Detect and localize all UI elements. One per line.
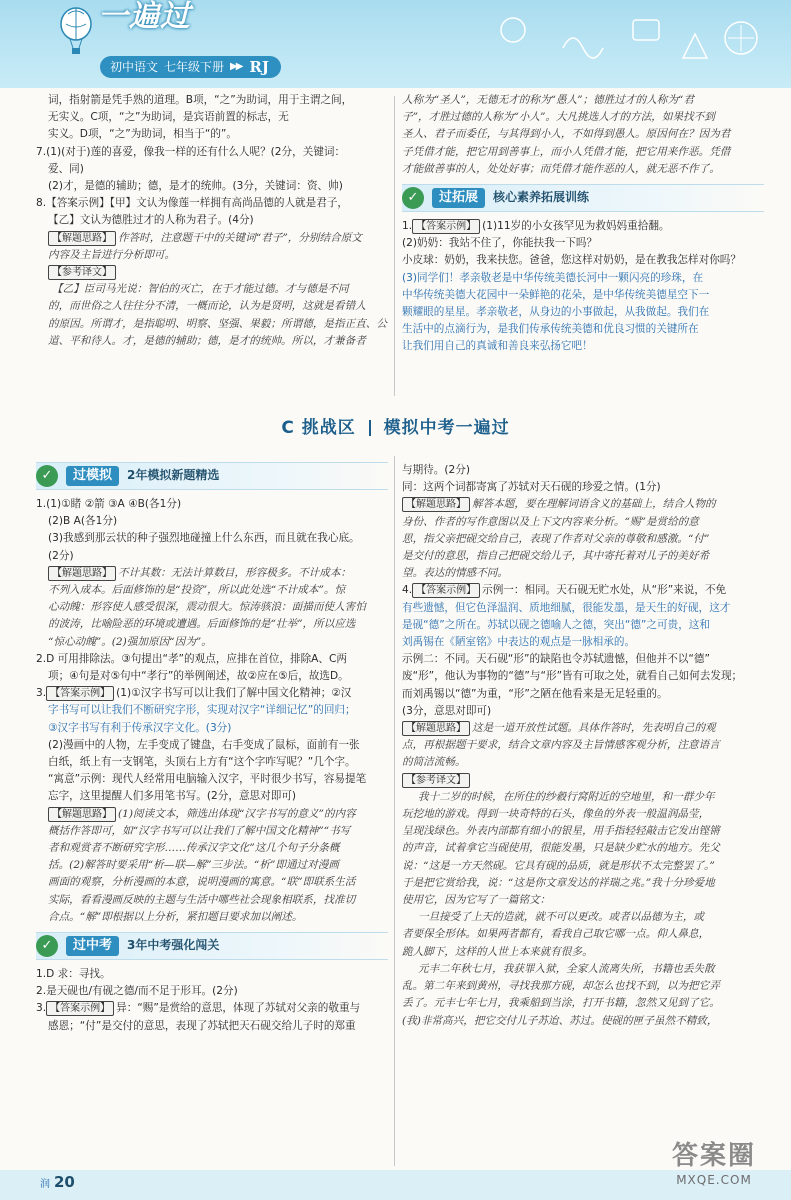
answer-z4-b: 示例二：不同。天石砚“形”的缺陷也令苏轼遗憾，但他并不以“德”	[402, 653, 710, 666]
section-pill: 过模拟	[66, 466, 119, 486]
answer-z3-a: 异：“赐”是赏给的意思，体现了苏轼对父亲的敬重与	[116, 1002, 361, 1015]
checkmark-icon: ✓	[36, 465, 58, 487]
column-divider	[394, 96, 395, 396]
think-text: 解答本题，要在理解词语含义的基础上，结合人物的	[472, 498, 716, 511]
think-label: 【解题思路】	[48, 566, 116, 581]
answer-q8-a: 【甲】文认为像莲一样拥有高尚品德的人就是君子，	[109, 197, 349, 210]
answer-z3: 3. 【答案示例】 异：“赐”是赏给的意思，体现了苏轼对父亲的敬重与	[36, 1002, 361, 1015]
think-text: 括。(2)解答时要采用“析—联—解”三步法。“析”即通过对漫画	[48, 859, 339, 872]
section-pill: 过中考	[66, 936, 119, 956]
right-top-column	[402, 92, 764, 356]
answer-z1: 1.D 求：寻找。	[36, 968, 111, 981]
answer-z3-same: 同：这两个词都寄寓了苏轼对天石砚的珍爱之情。(1分)	[402, 481, 661, 494]
think-label: 【解题思路】	[402, 497, 470, 512]
section-subtitle: 2年模拟新题精选	[127, 468, 220, 483]
answer-q8-b: 【乙】文认为德胜过才的人称为君子。(4分)	[48, 214, 254, 227]
right-bottom-column	[402, 462, 764, 1030]
answer-z4-b: 而刘禹锡以“德”为重，“形”之陋在他看来是无足轻重的。	[402, 687, 668, 700]
section-pill: 过拓展	[432, 188, 485, 208]
section-subtitle: 核心素养拓展训练	[493, 190, 590, 205]
section-header-expand	[402, 184, 764, 212]
answer-q7-2: (2)才，是德的辅助；德，是才的统帅。(3分，关键词：资、帅)	[48, 180, 343, 193]
left-top-column	[36, 92, 388, 350]
section-letter: C	[281, 418, 295, 438]
translation-line: 元丰二年秋七月，我获罪入狱，全家人流离失所，书籍也丢失散	[418, 962, 715, 975]
translation-line: 我十二岁的时候，在所住的纱縠行窝附近的空地里，和一群少年	[418, 790, 715, 803]
translation-label-row	[402, 772, 764, 789]
section-header-zhongkao	[36, 932, 388, 960]
translation-line: 说：“这是一方天然砚。它具有砚的品质，就是形状不太完整罢了。”	[402, 859, 715, 872]
think-text: 心动魄：形容使人感受很深，震动很大。惊涛骇浪：面描而使人害怕	[48, 601, 366, 614]
page-number-value: 20	[54, 1173, 75, 1191]
answer-s1-2: (2)B A(各1分)	[48, 515, 118, 528]
think-text: 作答时，注意题干中的关键词“君子”，分别结合原文	[118, 231, 362, 244]
checkmark-icon: ✓	[36, 935, 58, 957]
translation-line: (我)非常高兴，把它交付儿子苏迨、苏过。使砚的匣子虽然不精致，	[402, 1014, 718, 1027]
text-line: 实义。D项，“之”为助词，相当于“的”。	[48, 128, 238, 141]
translation-line: 跪人脚下，这样的人世上本来就有很多。	[402, 945, 593, 958]
answer-z3-b: 感恩；“付”是交付的意思，表现了苏轼把天石砚交给儿子时的郑重	[48, 1019, 356, 1032]
translation-line: 乱。第二年来到黄州，寻找我那方砚，却怎么也找不到，以为把它弄	[402, 980, 720, 993]
translation-line: 才能做善事的人，处处好事；而凭借才能作恶的人，就无恶不作了。	[402, 162, 720, 175]
answer-q7-1: 7.(1)(对于)莲的喜爱，像我一样的还有什么人呢？(2分，关键词：	[36, 145, 346, 158]
edition-label: RJ	[249, 58, 269, 76]
think-text: 身份、作者的写作意图以及上下文内容来分析。“赐”是赏给的意	[402, 515, 699, 528]
subject-label: 初中语文	[110, 60, 159, 74]
translation-line: 丢了。元丰七年七月，我乘船到当涂，打开书籍，忽然又见到了它。	[402, 997, 720, 1010]
watermark-site: MXQE.COM	[676, 1173, 752, 1187]
think-z4	[402, 720, 764, 737]
balloon-icon	[56, 6, 96, 56]
answer-e1-1: (1)11岁的小女孩罕见为救妈妈重拾翻。	[482, 220, 670, 233]
think-text: 内容及主旨进行分析即可。	[48, 248, 176, 261]
page-header	[0, 0, 791, 88]
section-header-simulate	[36, 462, 388, 490]
translation-line: 呈现浅绿色。外表内部都有细小的银星，用手指轻轻敲击它发出铿锵	[402, 825, 720, 838]
answer-example-label: 【答案示例】	[412, 219, 480, 234]
answer-e1-3: 小皮球：奶奶，我来扶您。爸爸，您这样对奶奶，是在教我怎样对你吗？	[402, 254, 741, 267]
think-text: 合点。“解”即根据以上分析，紧扣题目要求加以阐述。	[48, 910, 303, 923]
answer-q7-1-cont: 爱、同)	[48, 162, 84, 175]
section-title-a: 挑战区	[301, 418, 356, 438]
think-label: 【解题思路】	[402, 721, 470, 736]
subject-banner	[100, 56, 281, 78]
answer-e1-4: 生活中的点滴行为，是我们传承传统美德和优良习惯的关键所在	[402, 323, 699, 336]
translation-line: 玩挖地的游戏。得到一块奇特的石头，像鱼的外表一般温润晶莹，	[402, 808, 710, 821]
answer-z2: 2.是天砚也/有砚之德/而不足于形耳。(2分)	[36, 985, 238, 998]
translation-line: 圣人、君子而委任，与其得到小人，不如得到愚人。原因何在？因为君	[402, 128, 731, 141]
think-text: 的波涛，比喻险恶的环境或遭遇。后面修饰的是“壮举”，所以应选	[48, 618, 356, 631]
translation-line: 的声音，试着拿它当砚使用，很能发墨，只是缺少贮水的地方。先父	[402, 842, 720, 855]
challenge-section-title	[0, 420, 791, 437]
answer-e1-4: 中华传统美德大花园中一朵鲜艳的花朵，是中华传统美德星空下一	[402, 288, 710, 301]
think-text: 望。表达的情感不同。	[402, 567, 508, 580]
translation-line: 子凭借才能，把它用到善事上，而小人凭借才能，把它用来作恶。凭借	[402, 145, 731, 158]
translation-label: 【参考译文】	[402, 773, 470, 788]
answer-z4-a: 是砚“德”之所在。苏轼以砚之德喻人之德，突出“德”之可贵，这和	[402, 618, 710, 631]
translation-line: 道、平和待人。才，是德的辅助；德，是才的统帅。所以，才兼备者	[48, 334, 366, 347]
answer-e1-4: (3)同学们！孝亲敬老是中华传统美德长河中一颗闪亮的珍珠，在	[402, 271, 704, 284]
think-q8	[36, 230, 388, 247]
think-s3	[36, 806, 388, 823]
column-divider	[394, 456, 395, 1166]
translation-line: 的，而世俗之人往往分不清，一概而论，认为是贤明，这就是看错人	[48, 300, 366, 313]
answer-s2-cont: 项；④句是对⑤句中“孝行”的举例阐述，故②应在⑤后，故选D。	[48, 670, 349, 683]
answer-z3-cont: 与期待。(2分)	[402, 464, 470, 476]
answer-example-label: 【答案示例】	[46, 197, 110, 210]
answer-s3-1: ③汉字书写有利于传承汉字文化。(3分)	[48, 721, 232, 734]
think-text: 这是一道开放性试题。具体作答时，先表明自己的观	[472, 722, 716, 735]
think-text: 概括作答即可，如“汉字书写可以让我们了解中国文化精神”“书写	[48, 824, 351, 837]
translation-label-row	[36, 264, 388, 281]
answer-s3-2: (2)漫画中的人物，左手变成了键盘，右手变成了鼠标，面前有一张	[48, 738, 360, 751]
think-s1	[36, 565, 388, 582]
answer-s2: 2.D 可用排除法。③句提出“孝”的观点，应排在首位，排除A、C两	[36, 652, 347, 665]
think-text: 点，再根据题干要求，结合文章内容及主旨情感客观分析，注意语言	[402, 739, 720, 752]
page-number	[40, 1174, 75, 1193]
translation-line: 使用它，因为它写了一篇铭文：	[402, 894, 551, 907]
brand-title: 一遍过	[98, 0, 191, 34]
left-bottom-column	[36, 462, 388, 1035]
answer-s3-2: 白纸，纸上有一支钢笔，头顶右上方有“这个字咋写呢？”几个字。	[48, 756, 356, 769]
answer-s3-2: “寓意”示例：现代人经常用电脑输入汉字，平时很少书写，容易提笔	[48, 773, 367, 786]
answer-z4-b: 废“形”，他认为事物的“德”与“形”皆有可取之处，就看自己如何去发现；	[402, 670, 743, 683]
translation-line: 一旦接受了上天的造就，就不可以更改。或者以品德为主，或	[418, 911, 705, 924]
answer-z4: 4. 【答案示例】 示例一：相同。天石砚无贮水处，从“形”来说，不免	[402, 584, 727, 597]
think-label: 【解题思路】	[48, 807, 116, 822]
translation-line: 【乙】臣司马光说：智伯的灭亡，在于才能过德。才与德是不同	[52, 283, 349, 296]
think-text: 画面的观察，分析漫画的本意，说明漫画的寓意。“联”即联系生活	[48, 876, 356, 889]
answer-e1: 1. 【答案示例】 (1)11岁的小女孩罕见为救妈妈重拾翻。	[402, 220, 670, 233]
section-subtitle: 3年中考强化闯关	[127, 938, 220, 953]
answer-z4-b: (3分，意思对即可)	[402, 704, 492, 717]
text-line: 词，指射箭是凭手熟的道理。B项，“之”为助词，用于主谓之间，	[48, 94, 353, 106]
text-line: 无实义。C项，“之”为助词，是宾语前置的标志，无	[48, 111, 289, 124]
think-text: 实际，看看漫画反映的主题与生活中哪些社会现象相联系，找准切	[48, 893, 356, 906]
translation-line: 于是把它赏给我，说：“这是你文章发达的祥瑞之兆。”我十分珍爱地	[402, 876, 715, 889]
watermark-logo	[649, 1140, 779, 1198]
think-text: 不列入成本。后面修饰的是“投资”，所以此处选“不计成本”。惊	[48, 584, 346, 597]
doodle-decoration	[473, 8, 773, 78]
answer-example-label: 【答案示例】	[412, 583, 480, 598]
answer-s3: 3. 【答案示例】 (1)①汉字书写可以让我们了解中国文化精神；②汉	[36, 687, 352, 700]
title-separator	[369, 420, 371, 436]
think-text: “惊心动魄”。(2)强加原因“因为”。	[48, 635, 212, 648]
answer-s3-1: (1)①汉字书写可以让我们了解中国文化精神；②汉	[116, 687, 352, 700]
translation-line: 者要保全形体。如果两者都有，看我自己取它哪一点。仰人鼻息，	[402, 928, 710, 941]
answer-e1-4: 颗耀眼的星星。孝亲敬老，从身边的小事做起，从我做起。我们在	[402, 306, 710, 319]
think-z3	[402, 496, 764, 513]
answer-example-label: 【答案示例】	[46, 1001, 114, 1016]
think-label: 【解题思路】	[48, 231, 116, 246]
answer-z4-a: 有些遗憾，但它色泽温润、质地细腻，很能发墨，是天生的好砚，这才	[402, 601, 731, 614]
answer-s1: 1.(1)①睹 ②箭 ③A ④B(各1分)	[36, 498, 182, 510]
think-text: 者和观赏者不断研究字形……传承汉字文化”这几个句子分条概	[48, 842, 340, 855]
translation-label: 【参考译文】	[48, 265, 116, 280]
think-text: 是交付的意思，指自己把砚交给儿子，其中寄托着对儿子的美好希	[402, 550, 710, 563]
translation-line: 的原因。所谓才，是指聪明、明察、坚强、果毅；所谓德，是指正直、公	[48, 317, 387, 330]
answer-z4-a: 示例一：相同。天石砚无贮水处，从“形”来说，不免	[482, 584, 727, 597]
answer-s3-1: 字书写可以让我们不断研究字形，实现对汉字“详细记忆”的回归；	[48, 704, 356, 717]
translation-line: 人称为“圣人”，无德无才的称为“愚人”；德胜过才的人称为“君	[402, 94, 694, 106]
section-title-b: 模拟中考一遍过	[383, 418, 510, 438]
answer-e1-4: 让我们用自己的真诚和善良来弘扬它吧！	[402, 340, 593, 353]
answer-e1-2: (2)奶奶：我站不住了，你能扶我一下吗？	[402, 237, 598, 250]
footer-mark: 润	[40, 1179, 50, 1190]
answer-s1-3-cont: (2分)	[48, 549, 74, 562]
answer-example-label: 【答案示例】	[46, 686, 114, 701]
checkmark-icon: ✓	[402, 187, 424, 209]
think-text: 思，指父亲把砚交给自己，表现了作者对父亲的尊敬和感激。“付”	[402, 532, 710, 545]
answer-s3-2: 忘字，这里提醒人们多用笔书写。(2分，意思对即可)	[48, 790, 297, 803]
think-text: (1)阅读文本，筛选出体现“汉字书写的意义”的内容	[118, 807, 356, 820]
think-text: 的简洁流畅。	[402, 756, 466, 769]
watermark-title: 答案圈	[671, 1141, 756, 1171]
answer-z4-a: 刘禹锡在《陋室铭》中表达的观点是一脉相承的。	[402, 636, 636, 649]
answer-q8: 8.【答案示例】【甲】文认为像莲一样拥有高尚品德的人就是君子，	[36, 197, 349, 210]
grade-label: 七年级下册	[164, 60, 225, 74]
think-text: 不计其数：无法计算数目，形容极多。不计成本：	[118, 566, 352, 579]
answer-s1-3: (3)我感到那云状的种子强烈地碰撞上什么东西，而且就在我心底。	[48, 532, 360, 545]
double-arrow-icon: ▶▶	[230, 61, 242, 72]
translation-line: 子”，才胜过德的人称为“小人”。大凡挑选人才的方法，如果找不到	[402, 111, 715, 124]
